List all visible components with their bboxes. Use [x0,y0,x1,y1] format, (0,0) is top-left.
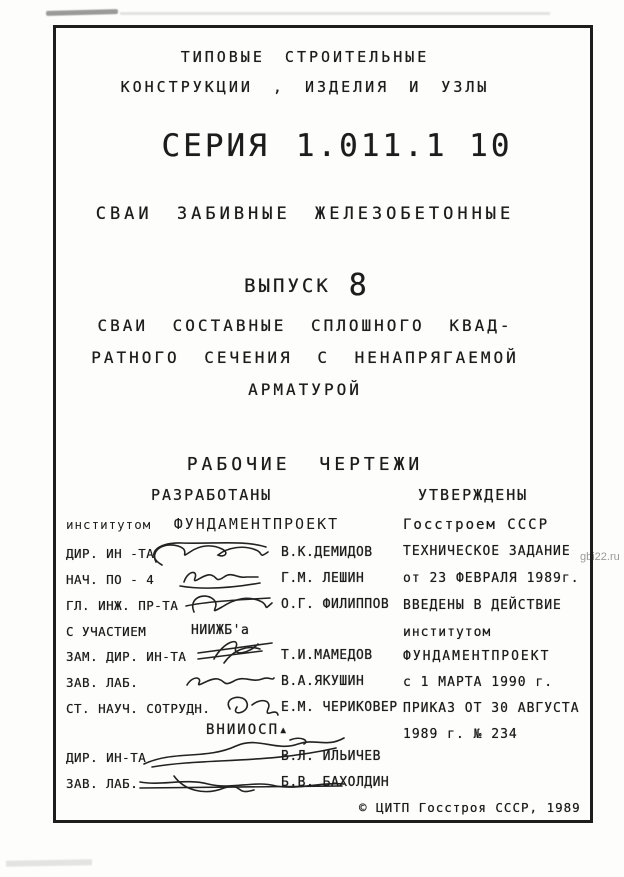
role-label: ЗАВ. ЛАБ. [66,675,139,690]
signatory-name: О.Г. ФИЛИППОВ [281,597,390,612]
scan-artifact-top-line [120,12,550,15]
approved-line: 1989 г. № 234 [403,727,518,742]
approved-line: от 23 ФЕВРАЛЯ 1989г. [403,571,580,586]
copyright-line: © ЦИТП Госстроя СССР, 1989 [359,800,581,815]
approved-header: УТВЕРЖДЕНЫ [418,486,529,504]
subject-title: СВАИ ЗАБИВНЫЕ ЖЕЛЕЗОБЕТОННЫЕ [95,204,515,224]
signature-scribble [218,693,280,725]
series-label: СЕРИЯ [161,128,270,164]
issue-label: ВЫПУСК [244,274,331,297]
approved-line: ТЕХНИЧЕСКОЕ ЗАДАНИЕ [403,544,571,559]
signature-scribble [184,590,274,620]
page-border-frame [53,25,593,823]
participation-label: С УЧАСТИЕМ [66,624,147,639]
signature-scribble [181,667,276,695]
doc-type-title: РАБОЧИЕ ЧЕРТЕЖИ [186,454,424,475]
approved-line: с 1 МАРТА 1990 г. [403,675,554,690]
org-header-line2: КОНСТРУКЦИИ , ИЗДЕЛИЯ И УЗЛЫ [120,78,490,96]
role-label: НАЧ. ПО - 4 [66,572,155,587]
scan-artifact-top [46,9,118,16]
role-label: ЗАМ. ДИР. ИН-ТА [66,649,187,664]
role-label: ЗАВ. ЛАБ. [66,776,139,791]
scan-artifact-bottom [6,859,92,867]
approved-line: Госстроем СССР [403,517,550,533]
org-header-line1: ТИПОВЫЕ СТРОИТЕЛЬНЫЕ [180,48,430,66]
series-title [70,128,604,164]
signature-scribble [176,564,266,592]
signatory-row [66,697,401,723]
role-label: СТ. НАУЧ. СОТРУДН. [66,701,211,716]
approved-line: ВВЕДЕНЫ В ДЕЙСТВИЕ [403,598,562,613]
description-line2: РАТНОГО СЕЧЕНИЯ С НЕНАПРЯГАЕМОЙ [91,348,519,367]
issue-number: 8 [348,268,370,303]
signatory-name: В.Л. ИЛЬИЧЕВ [281,749,381,764]
approved-line: ФУНДАМЕНТПРОЕКТ [403,649,551,664]
series-number: 1.011.1 10 [295,128,513,164]
site-watermark: gbi22.ru [580,551,620,563]
developed-institute-line [66,515,339,533]
description-line3: АРМАТУРОЙ [248,380,362,399]
role-label: ГЛ. ИНЖ. ПР-ТА [66,598,179,613]
signatory-row [66,772,401,798]
participation-name: НИИЖБ'а [191,623,250,638]
signatory-name: Г.М. ЛЕШИН [281,571,365,586]
signatory-name: Е.М. ЧЕРИКОВЕР [281,700,398,715]
institute-name: ФУНДАМЕНТПРОЕКТ [173,515,340,533]
institute-label: институтом [66,517,152,532]
signatory-name: Т.И.МАМЕДОВ [281,648,373,663]
role-label: ДИР. ИН -ТА [66,546,155,561]
issue-title [40,268,574,303]
role-label: ДИР. ИН-ТА [66,750,147,765]
signatory-name: В.К.ДЕМИДОВ [281,545,373,560]
signature-scribble [196,635,276,667]
approved-line: ПРИКАЗ ОТ 30 АВГУСТА [403,701,580,716]
description-line1: СВАИ СОСТАВНЫЕ СПЛОШНОГО КВАД- [97,316,513,335]
signatory-name: Б.В. БАХОЛДИН [281,775,390,790]
signatory-row [66,594,401,620]
developed-header: РАЗРАБОТАНЫ [151,486,273,504]
signatory-row [66,746,401,772]
signatory-name: В.А.ЯКУШИН [281,674,365,689]
institute2-name: ВНИИОСП▴ [206,722,290,738]
approved-line: институтом [403,625,492,640]
